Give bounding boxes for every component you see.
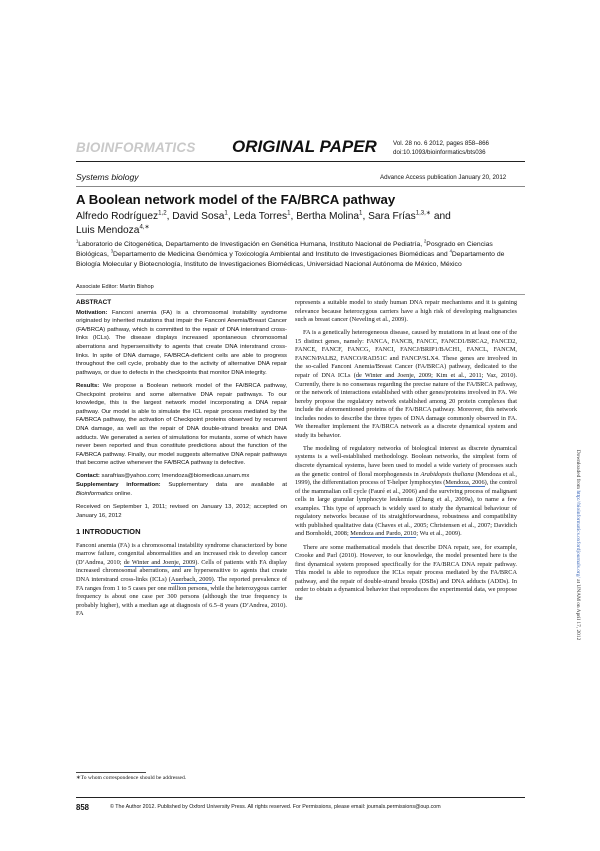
body-paragraph: FA is a genetically heterogeneous disease, caused by mutations in at least one of the 15 distinct genes, namely: FANCA, FANCB, FANCC, FANCD1/BRCA2, FANCD2, FANCE, FANCF, FANCG, FANCI, FANCJ/BRIP1/BACH1, FANCL, FANCM, FANCN/PALB2, FANCO/RAD51C and FANCP/SLX4. These genes are involved in the so-called Fanconi Anemia/Breast Cancer (FA/BRCA) pathway, dedicated to the repair of DNA ICLs (de Winter and Joenje, 2009; Kim et al., 2011; Vaz, 2010). Currently, there is no consensus regarding the precise nature of the FA/BRCA pathway, or the network of interactions established with other genes/proteins involved in FA. We hereby propose the regulatory network established among 20 protein complexes that include the aforementioned proteins of the FA/BRCA pathway. Moreover, this network includes nodes to describe the three types of DNA damage commonly observed in FA. We thereafter implement the FA/BRCA network as a discrete dynamical system and study its behavior. <box>295 329 518 439</box>
author: David Sosa <box>172 211 225 222</box>
citation-link[interactable]: Mendoza and Pardo, 2010 <box>350 530 417 538</box>
body-paragraph: The modeling of regulatory networks of biological interest as discrete dynamical systems is a well-established methodology. Boolean networks, the simplest form of discrete dynamical systems, have been used to model a wide variety of processes such as the genetic control of floral morphogenesis in Arabidopsis thaliana (Mendoza et al., 1999), the differentiation process of T-helper lymphocytes (Mendoza, 2006), the control of the mammalian cell cycle (Fauré et al., 2006) and the surviving process of malignant cells in large granular lymphocyte leukemia (Zhang et al., 2009a), to name a few examples. This type of approach is widely used to study the dynamical behaviour of regulatory networks because of its straightforwardness, robustness and compatibility with published qualitative data (Chaves et al., 2005; Christensen et al., 2007; Davidich and Bornholdt, 2008; Mendoza and Pardo, 2010; Wu et al., 2009). <box>295 444 517 538</box>
body-paragraph: There are some mathematical models that describe DNA repair, see, for example, Crooke and Parl (2010). However, to our knowledge, the model presented here is the first dynamical system proposed specifically for the FA/BRCA DNA repair pathway. This model is able to reproduce the ICLs repair process mediated by the FA/BRCA pathway, and the repair of double-strand breaks (DSBs) and DNA adducts (ADDs). In order to obtain a dynamical behavior that reproduces the experimental data, we propose the <box>295 543 517 602</box>
citation-link[interactable]: Auerbach, 2009 <box>170 575 212 583</box>
doi[interactable]: doi:10.1093/bioinformatics/bts036 <box>393 148 486 156</box>
affiliations: $^1$Laboratorio de Citogenética, Departamento de Investigación en Genética Humana, Instituto Nacional de Pediatría, $^2$Posgrado en Ciencias Biológicas, $^3$Departamento de Medicina Genómica y Toxicología Ambiental and Instituto de Investigaciones Biomédicas and $^4$Departamento de Biología Molecular y Biotecnología, Instituto de Investigaciones Biomédicas, Universidad Nacional Autónoma de México, México <box>76 238 505 269</box>
received-dates: Received on September 1, 2011; revised on January 13, 2012; accepted on January 16, 2012 <box>76 504 287 519</box>
left-column <box>76 299 287 623</box>
abstract-motivation: Motivation: Fanconi anemia (FA) is a chromosomal instability syndrome originated by inherited mutations that impair the Fanconi Anemia/Breast Cancer (FA/BRCA) pathway, which is committed to the repair of DNA interstrand cross-links (ICLs). The disease displays increased spontaneous chromosomal aberrations and hypersensitivity to agents that create DNA interstrand cross-links. In spite of DNA damage, FA/BRCA-deficient cells are able to progress throughout the cell cycle, probably due to the activity of alternative DNA repair pathways, or due to defects in the checkpoints that monitor DNA integrity. <box>76 309 287 376</box>
citation-link[interactable]: de Winter and Joenje, 2009 <box>123 558 196 566</box>
abstract <box>76 299 287 498</box>
abstract-supplementary: Supplementary information: Supplementary data are available at Bioinformatics online. <box>76 482 287 497</box>
body-paragraph: represents a suitable model to study human DNA repair mechanisms and it is gaining relevance because heterozygous carriers have a high risk of developing malignancies such as breast cancer (Neveling et al., 2009). <box>295 299 517 324</box>
author: Luis Mendoza <box>76 225 140 236</box>
footnote-rule <box>76 772 146 773</box>
header-rule <box>76 161 525 162</box>
paper-title: A Boolean network model of the FA/BRCA pathway <box>76 192 396 207</box>
intro-paragraph: Fanconi anemia (FA) is a chromosomal instability syndrome characterized by bone marrow failure, congenital abnormalities and an increased risk to develop cancer (D’Andrea, 2010; de Winter and Joenje, 2009). Cells of patients with FA display increased chromosomal aberrations, and are hypersensitive to agents that create DNA interstrand cross-links (ICLs) (Auerbach, 2009). The reported prevalence of FA ranges from 1 to 5 cases per one million persons, while the heterozygous carrier frequency is about one case per 300 persons (although the true frequency is probably higher), with a median age at diagnosis of 6.5–8 years (D’Andrea, 2010). FA <box>76 541 287 618</box>
author: Sara Frías <box>368 211 416 222</box>
download-url-link[interactable]: http://bioinformatics.oxfordjournals.org/ <box>575 490 581 578</box>
abstract-heading: ABSTRACT <box>76 299 112 306</box>
footnote: ∗To whom correspondence should be addressed. <box>76 775 187 781</box>
citation-link[interactable]: de Winter and Joenje, 2009; Kim et al., 2011 <box>355 371 482 379</box>
copyright: © The Author 2012. Published by Oxford University Press. All rights reserved. For Permissions, please email: journals.permissions@oup.com <box>110 804 441 810</box>
author-list: Alfredo Rodríguez$^{1,2}$, David Sosa$^1$, Leda Torres$^1$, Bertha Molina$^1$, Sara Frías$^{1,3,∗}$ and Luis Mendoza$^{4,∗}$ <box>76 209 451 236</box>
associate-editor: Associate Editor: Martin Bishop <box>76 284 154 290</box>
section-label: Systems biology <box>76 172 139 182</box>
download-notice: Downloaded from http://bioinformatics.oxfordjournals.org/ at UNAM on April 17, 2012 <box>575 449 581 641</box>
section-rule <box>76 186 525 187</box>
issue-volume: Vol. 28 no. 6 2012, pages 858–866 <box>393 140 489 147</box>
author: Bertha Molina <box>296 211 360 222</box>
abstract-results: Results: We propose a Boolean network model of the FA/BRCA pathway, Checkpoint proteins and some alternative DNA repair pathways. To our knowledge, this is the largest network model incorporating a DNA repair pathway. Our model is able to simulate the ICL repair process mediated by the FA/BRCA pathway, the activation of Checkpoint proteins observed by recurrent DNA damage, as well as the repair of DNA double-strand breaks and DNA adducts. We generated a series of simulations for mutants, some of which have never been reported and thus constitute predictions about the function of the FA/BRCA pathway. Finally, our model suggests alternative DNA repair pathways that become active whenever the FA/BRCA pathway is defective. <box>76 382 288 467</box>
footer-rule <box>76 797 525 798</box>
issue-info <box>393 140 489 157</box>
right-column <box>295 299 517 608</box>
citation-link[interactable]: Mendoza, 2006 <box>445 479 485 487</box>
paper-type: ORIGINAL PAPER <box>232 137 377 156</box>
abstract-contact: Contact: sarafrias@yahoo.com; lmendoza@biomedicas.unam.mx <box>76 473 250 480</box>
author: Alfredo Rodríguez <box>76 211 159 222</box>
author: Leda Torres <box>233 211 288 222</box>
journal-name: BIOINFORMATICS <box>76 140 196 155</box>
page-number: 858 <box>76 803 90 812</box>
section-heading-introduction: 1 INTRODUCTION <box>76 527 141 537</box>
contact-emails[interactable]: sarafrias@yahoo.com; lmendoza@biomedicas.unam.mx <box>101 473 250 480</box>
advance-access: Advance Access publication January 20, 2012 <box>380 174 507 181</box>
abstract-rule <box>76 294 525 295</box>
